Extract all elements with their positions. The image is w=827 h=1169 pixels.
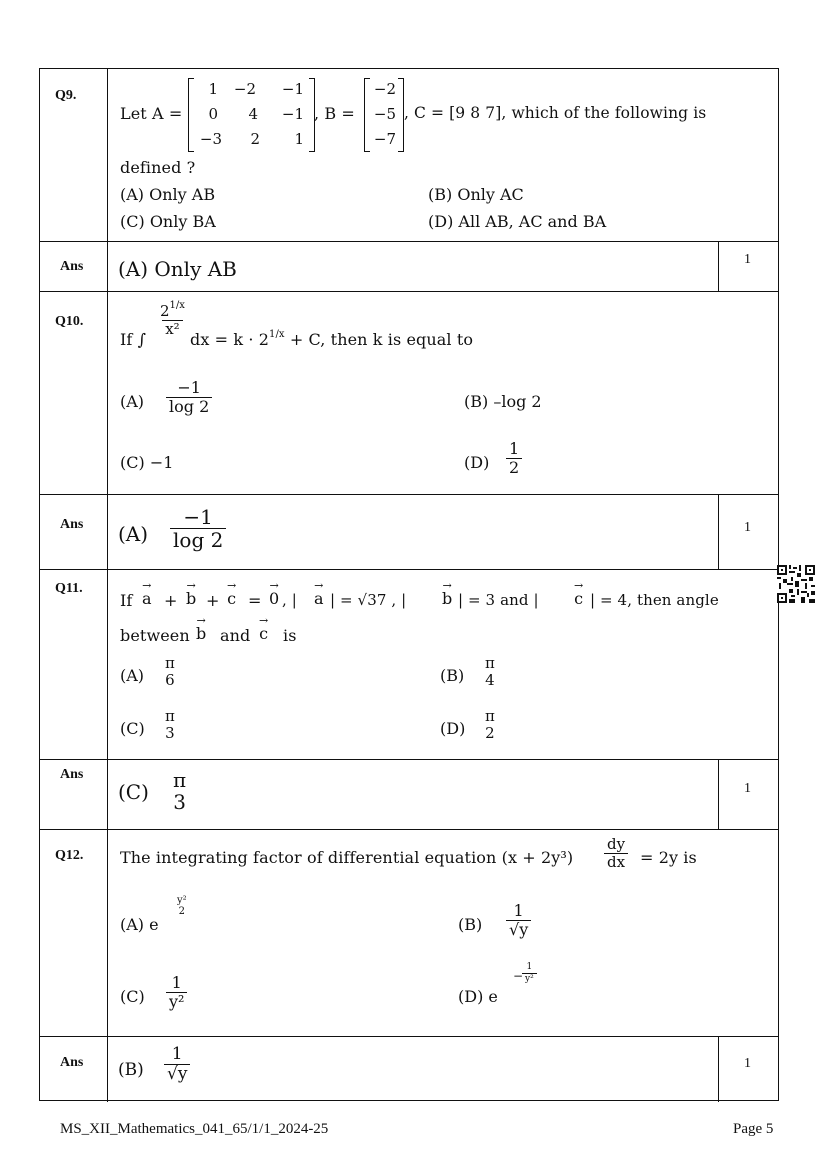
q9-option-b: (B) Only AC [428, 185, 524, 204]
q10-option-a-num: −1 [177, 378, 201, 397]
q12-dx: dx [604, 853, 628, 871]
vector-zero-digit: 0 [269, 589, 280, 608]
q10-option-a-frac [166, 379, 212, 416]
q12-option-a-exp [174, 895, 190, 918]
vector-c-letter: c [259, 624, 269, 643]
q10-option-c: (C) −1 [120, 453, 174, 472]
q11-option-b-frac [482, 655, 498, 689]
arrow-icon: → [227, 579, 237, 592]
q10-option-d-num: 1 [509, 439, 520, 458]
q12-option-b-label: (B) [458, 915, 483, 934]
q12-option-b-den: √y [506, 920, 531, 939]
vector-a-letter: a [142, 589, 152, 608]
q9-answer: (A) Only AB [118, 257, 237, 281]
q12-answer-den: √y [164, 1064, 190, 1085]
q11-abs-b-end: | = 3 and | [458, 591, 539, 609]
row-divider [40, 291, 778, 292]
q11-abs-c-end: | = 4, then angle [590, 591, 719, 609]
matrix-a-cell: −1 [281, 80, 304, 98]
arrow-icon: → [259, 614, 269, 627]
q12-option-d: (D) e [458, 987, 498, 1006]
q12-option-a: (A) e [120, 915, 159, 934]
q11-between: between [120, 626, 190, 645]
matrix-a-cell: 1 [294, 130, 304, 148]
q10-option-a-label: (A) [120, 392, 145, 411]
q12-text: The integrating factor of differential equation (x + 2y³) [120, 848, 574, 867]
q10-option-b: (B) –log 2 [464, 392, 542, 411]
q12-answer-frac [164, 1045, 190, 1084]
q10-ans-label: Ans [60, 517, 84, 532]
vector-c-letter: c [227, 589, 237, 608]
q12-option-c-den: y² [166, 992, 187, 1011]
q10-if: If ∫ [120, 330, 147, 349]
q11-option-a-frac [162, 655, 178, 689]
q11-answer-num: π [173, 768, 187, 792]
q11-marks: 1 [744, 781, 751, 796]
q10-tail: + C, then k is equal to [284, 330, 474, 349]
q10-option-d-frac [506, 440, 522, 477]
marks-divider [718, 1036, 719, 1102]
q9-c-text: , C = [9 8 7], which of the following is [404, 104, 707, 122]
row-divider [40, 759, 778, 760]
q10-num-base: 2 [160, 302, 170, 320]
arrow-icon: → [269, 579, 279, 592]
q9-marks: 1 [744, 252, 751, 267]
marks-divider [718, 494, 719, 569]
vector-a [142, 579, 152, 608]
q10-marks: 1 [744, 520, 751, 535]
q11-option-a-label: (A) [120, 666, 145, 685]
q11-option-b-num: π [485, 654, 495, 672]
matrix-b-cell: −5 [373, 105, 396, 123]
q9-b-eq: , B = [314, 104, 355, 123]
q10-option-d-den: 2 [506, 458, 522, 477]
vector-c [227, 579, 237, 608]
q11-option-a-num: π [165, 654, 175, 672]
q11-abs-a [282, 591, 297, 609]
q12-marks: 1 [744, 1056, 751, 1071]
q11-option-d-den: 2 [485, 723, 495, 742]
q12-ans-prefix: (B) [118, 1060, 144, 1080]
q12-tail: = 2y is [640, 848, 697, 867]
q11-eq: = [248, 591, 262, 610]
q11-abs-a-open: , | [282, 591, 297, 609]
q9-defined: defined ? [120, 158, 196, 177]
arrow-icon: → [442, 579, 452, 592]
vector-c-letter: c [574, 589, 584, 608]
q12-option-c-label: (C) [120, 987, 145, 1006]
q9-option-d: (D) All AB, AC and BA [428, 212, 607, 231]
matrix-a-cell: 4 [248, 105, 258, 123]
q12-option-c-num: 1 [171, 973, 182, 992]
row-divider [40, 569, 778, 570]
q11-if: If [120, 591, 133, 610]
q10-mid [190, 330, 473, 349]
q12-option-d-exp [522, 963, 537, 984]
vector-zero [269, 579, 280, 608]
q10-integrand [157, 300, 188, 338]
q10-integrand-num [157, 300, 188, 320]
q11-is: is [283, 626, 297, 645]
q9-label: Q9. [55, 88, 77, 103]
arrow-icon: → [196, 614, 206, 627]
vector-b-letter: b [196, 624, 207, 643]
q11-option-d-num: π [485, 707, 495, 725]
q12-option-d-exp-num: 1 [526, 962, 533, 972]
vector-a-letter: a [314, 589, 324, 608]
q11-option-b-label: (B) [440, 666, 465, 685]
arrow-icon: → [142, 579, 152, 592]
q10-option-d-label: (D) [464, 453, 490, 472]
footer-document-code: MS_XII_Mathematics_041_65/1/1_2024-25 [60, 1121, 329, 1137]
q10-ans-prefix: (A) [118, 522, 149, 546]
q11-answer-frac [170, 769, 189, 814]
q12-option-b-num: 1 [513, 901, 524, 920]
q12-option-d-exp-den: y² [522, 973, 537, 984]
q10-answer-num: −1 [183, 505, 213, 529]
q11-option-c-label: (C) [120, 719, 145, 738]
q10-num-exp: 1/x [169, 300, 185, 311]
vector-b [186, 579, 197, 608]
matrix-a-cell: 1 [208, 80, 218, 98]
marks-divider [718, 759, 719, 829]
vector-c [574, 579, 584, 608]
q10-answer-den: log 2 [170, 528, 226, 552]
q11-plus2: + [206, 591, 220, 610]
q11-and: and [220, 626, 251, 645]
q11-option-c-frac [162, 708, 178, 742]
matrix-a-cell: −2 [233, 80, 256, 98]
q11-ans-label: Ans [60, 767, 84, 782]
vector-c [259, 614, 269, 643]
q12-option-c-frac [166, 974, 187, 1011]
q11-option-a-den: 6 [165, 670, 175, 689]
q11-option-d-frac [482, 708, 498, 742]
matrix-a-cell: 2 [250, 130, 260, 148]
q9-option-a: (A) Only AB [120, 185, 216, 204]
q12-dydx [604, 836, 628, 871]
matrix-a-cell: −3 [199, 130, 222, 148]
qr-code-icon [777, 565, 815, 603]
q12-dy: dy [607, 835, 626, 853]
row-divider [40, 241, 778, 242]
q10-option-a-den: log 2 [166, 397, 212, 416]
q10-mid-exp: 1/x [268, 329, 285, 340]
q12-answer-num: 1 [171, 1044, 183, 1064]
q11-option-b-den: 4 [485, 670, 495, 689]
q11-abs-a-end: | = √37 , | [330, 591, 407, 609]
q11-option-c-num: π [165, 707, 175, 725]
q12-option-a-exp-num: y² [177, 895, 187, 906]
matrix-a-cell: 0 [208, 105, 218, 123]
row-divider [40, 829, 778, 830]
q10-answer-frac [170, 506, 226, 552]
q12-option-b-frac [506, 902, 531, 939]
q11-option-c-den: 3 [165, 723, 175, 742]
q12-option-d-exp-sign: − [513, 969, 524, 983]
row-divider [40, 1036, 778, 1037]
q11-plus1: + [164, 591, 178, 610]
vector-b-letter: b [442, 589, 453, 608]
arrow-icon: → [574, 579, 584, 592]
row-divider [40, 494, 778, 495]
arrow-icon: → [314, 579, 324, 592]
footer-page-number: Page 5 [733, 1121, 774, 1137]
matrix-b-cell: −7 [373, 130, 396, 148]
q11-option-d-label: (D) [440, 719, 466, 738]
marks-divider [718, 241, 719, 291]
q12-label: Q12. [55, 848, 84, 863]
matrix-a-cell: −1 [281, 105, 304, 123]
vector-b-letter: b [186, 589, 197, 608]
q11-label: Q11. [55, 581, 83, 596]
q10-label: Q10. [55, 314, 84, 329]
q10-mid-text: dx = k · 2 [190, 330, 269, 349]
vector-b [442, 579, 453, 608]
matrix-b-cell: −2 [373, 80, 396, 98]
q12-option-a-exp-den: 2 [178, 906, 186, 917]
vector-a [314, 579, 324, 608]
q10-integrand-den: x² [162, 320, 182, 338]
vector-b [196, 614, 207, 643]
q12-ans-label: Ans [60, 1055, 84, 1070]
q9-let-a: Let A = [120, 104, 183, 123]
arrow-icon: → [186, 579, 196, 592]
q9-ans-label: Ans [60, 259, 84, 274]
q11-ans-prefix: (C) [118, 780, 149, 804]
q11-answer-den: 3 [173, 790, 186, 814]
column-divider [107, 69, 108, 1102]
q9-option-c: (C) Only BA [120, 212, 216, 231]
